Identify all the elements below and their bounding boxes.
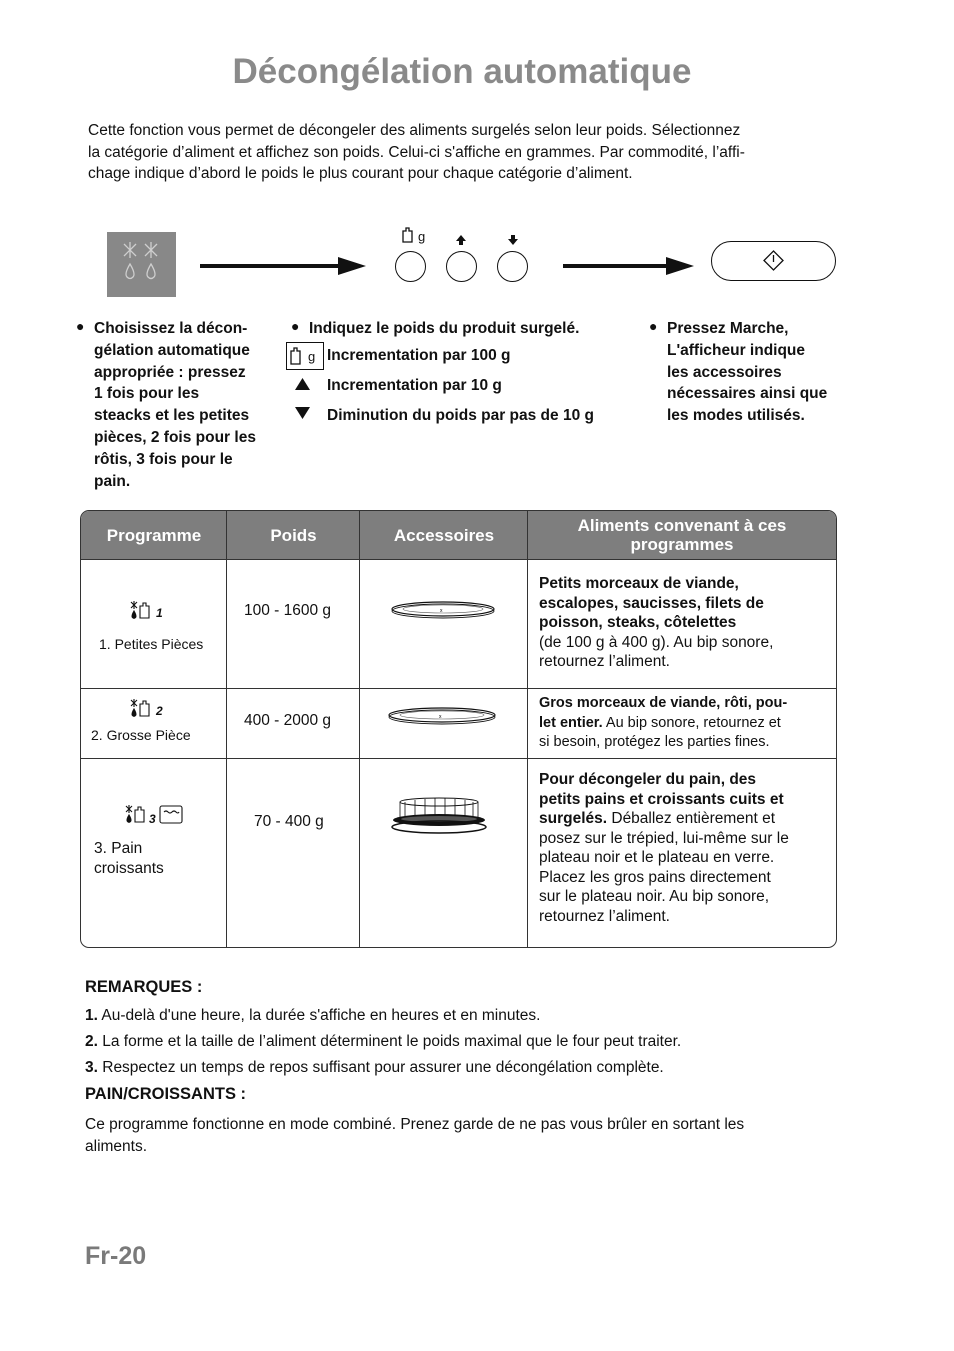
- text-line: Gros morceaux de viande, rôti, pou-: [539, 695, 788, 711]
- header-poids: Poids: [270, 525, 317, 545]
- program-name: 1. Petites Pièces: [99, 636, 204, 652]
- intro-line: chage indique d’abord le poids le plus courant pour chaque catégorie d’aliment.: [88, 165, 633, 182]
- weight-icon-box: [286, 342, 324, 370]
- remark-number: 2.: [85, 1033, 98, 1050]
- weight-icon: [401, 226, 417, 249]
- text-line: poisson, steaks, côtelettes: [539, 614, 737, 631]
- weight-unit-label: g: [308, 349, 316, 364]
- bullet: ●: [291, 318, 300, 334]
- page-number: Fr-20: [85, 1242, 147, 1270]
- bullet: ●: [649, 318, 658, 334]
- header-aliments: Aliments convenant à ces programmes: [577, 516, 787, 554]
- step-2-line: Diminution du poids par pas de 10 g: [327, 407, 594, 424]
- program-name: 2. Grosse Pièce: [91, 727, 191, 743]
- text-line: Au bip sonore, retournez et: [602, 714, 781, 731]
- text-line: petits pains et croissants cuits et: [539, 790, 784, 808]
- triangle-up-icon: [294, 377, 311, 396]
- remark-number: 1.: [85, 1007, 98, 1024]
- defrost-meat-icon: [129, 600, 159, 620]
- program-name: [94, 839, 164, 878]
- auto-defrost-key: [107, 232, 176, 297]
- text-bold: let entier.: [539, 714, 603, 731]
- divider: [226, 511, 227, 947]
- text-line: 1 fois pour les: [94, 385, 200, 403]
- program-2-icon: [129, 698, 163, 724]
- program-1-icon: [129, 600, 163, 626]
- text-line: L'afficheur indique: [667, 341, 806, 359]
- divider: [359, 511, 360, 947]
- intro-line: Cette fonction vous permet de décongeler des aliments surgelés selon leur poids. Sélectionnez: [88, 122, 741, 139]
- weight-unit-label: g: [418, 229, 426, 244]
- program-number: 1: [156, 606, 163, 620]
- divider: [81, 559, 836, 560]
- text-line: les accessoires: [667, 363, 782, 381]
- text-line: sur le plateau noir. Au bip sonore,: [539, 888, 770, 905]
- remark-text: Respectez un temps de repos suffisant pour assurer une décongélation complète.: [97, 1059, 664, 1076]
- text-line: aliments.: [85, 1138, 148, 1155]
- text-line: gélation automatique: [94, 341, 250, 359]
- page-title: Décongélation automatique: [232, 52, 692, 91]
- weight-range: 70 - 400 g: [254, 813, 324, 830]
- up-arrow-icon: [455, 233, 467, 251]
- step-1-text: [94, 318, 284, 492]
- header-programme: Programme: [106, 525, 202, 545]
- text-line: pain.: [94, 472, 131, 490]
- step-2-line: Incrementation par 100 g: [327, 347, 511, 364]
- food-description-3: [539, 770, 831, 926]
- defrost-bread-icon: [124, 804, 188, 826]
- svg-text:x: x: [439, 714, 442, 720]
- text-line: (de 100 g à 400 g). Au bip sonore,: [539, 633, 774, 651]
- text-line: si besoin, protégez les parties fines.: [539, 734, 770, 750]
- remark-item: [85, 1059, 855, 1077]
- rack-and-trays-icon: [391, 794, 487, 842]
- step-2-line: Incrementation par 10 g: [327, 377, 502, 394]
- text-line: rôtis, 3 fois pour le: [94, 450, 233, 468]
- triangle-down-icon: [294, 406, 311, 425]
- remarks-title: REMARQUES :: [85, 978, 203, 996]
- text-line: croissants: [94, 859, 164, 877]
- text-line: pièces, 2 fois pour les: [94, 428, 256, 446]
- defrost-icon: [107, 232, 176, 297]
- start-button[interactable]: [711, 241, 836, 281]
- text-line: plateau noir et le plateau en verre.: [539, 849, 775, 866]
- remark-number: 3.: [85, 1059, 98, 1076]
- arrow-line: [200, 264, 340, 268]
- glass-tray-icon: [389, 599, 497, 627]
- text-line: steacks et les petites: [94, 407, 250, 425]
- divider: [81, 688, 836, 689]
- remark-text: La forme et la taille de l’aliment déterminent le poids maximal que le four peut traiter.: [97, 1033, 682, 1050]
- arrow-head: [666, 257, 694, 275]
- weight-range: 400 - 2000 g: [244, 712, 332, 729]
- divider: [81, 758, 836, 759]
- text-line: nécessaires ainsi que: [667, 385, 828, 403]
- increase-button[interactable]: [446, 251, 477, 282]
- arrow-head: [338, 257, 366, 275]
- bread-title: PAIN/CROISSANTS :: [85, 1085, 247, 1103]
- food-description-2: [539, 694, 831, 753]
- food-description-1: [539, 574, 829, 672]
- glass-tray-icon: [386, 705, 498, 733]
- text-line: Petits morceaux de viande,: [539, 575, 739, 592]
- text-line: retournez l’aliment.: [539, 653, 670, 670]
- text-bold: surgelés.: [539, 810, 608, 827]
- text-line: les modes utilisés.: [667, 407, 805, 425]
- remark-text: Au-delà d'une heure, la durée s'affiche en heures et en minutes.: [97, 1007, 541, 1024]
- program-number: 3: [149, 812, 156, 826]
- program-3-icon: [124, 804, 188, 832]
- step-3-text: [667, 318, 867, 427]
- text-line: escalopes, saucisses, filets de: [539, 594, 764, 612]
- intro-paragraph: [88, 120, 838, 185]
- divider: [527, 511, 528, 947]
- text-line: Pressez Marche,: [667, 320, 789, 337]
- intro-line: la catégorie d’aliment et affichez son poids. Celui-ci s'affiche en grammes. Par commodité, l’affi-: [88, 143, 745, 161]
- header-accessoires: Accessoires: [393, 525, 495, 545]
- remark-item: [85, 1033, 855, 1051]
- program-number: 2: [156, 704, 163, 718]
- text-line: Placez les gros pains directement: [539, 868, 771, 886]
- arrow-line: [563, 264, 668, 268]
- text-line: Pour décongeler du pain, des: [539, 771, 757, 788]
- decrease-button[interactable]: [497, 251, 528, 282]
- defrost-meat-icon: [129, 698, 159, 718]
- remarks-section: [85, 978, 855, 1158]
- text-line: posez sur le trépied, lui-même sur le: [539, 829, 789, 847]
- remark-item: [85, 1007, 855, 1025]
- step-2-heading: Indiquez le poids du produit surgelé.: [309, 320, 580, 337]
- weight-range: 100 - 1600 g: [244, 602, 332, 619]
- text-line: 3. Pain: [94, 840, 143, 857]
- text-line: retournez l’aliment.: [539, 907, 670, 925]
- weight-button[interactable]: [395, 251, 426, 282]
- table-header: [81, 511, 836, 559]
- down-arrow-icon: [507, 233, 519, 251]
- text-line: Choisissez la décon-: [94, 320, 248, 337]
- program-table: [80, 510, 837, 948]
- bullet: ●: [76, 318, 85, 334]
- svg-text:x: x: [440, 608, 443, 614]
- weight-icon: [289, 346, 305, 366]
- text-line: Ce programme fonctionne en mode combiné. Prenez garde de ne pas vous brûler en sortant les: [85, 1116, 745, 1133]
- bread-note: [85, 1114, 855, 1158]
- start-icon: [763, 250, 784, 271]
- text-line: Déballez entièrement et: [607, 810, 776, 827]
- text-line: appropriée : pressez: [94, 363, 246, 381]
